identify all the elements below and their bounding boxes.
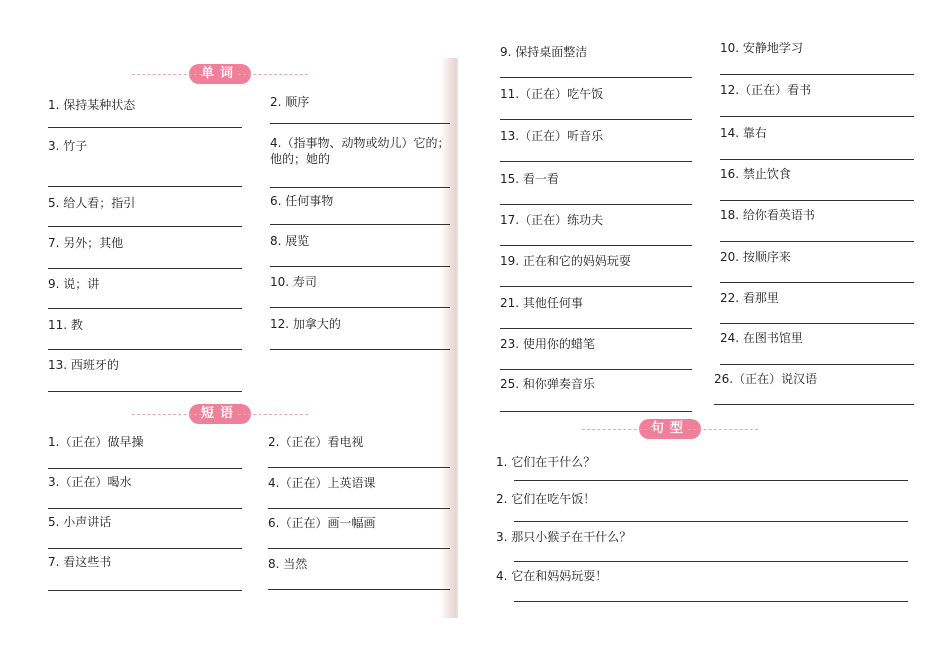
answer-line[interactable] xyxy=(48,186,242,187)
answer-line[interactable] xyxy=(514,561,908,562)
item-label: 17.（正在）练功夫 xyxy=(500,213,604,227)
answer-line[interactable] xyxy=(514,521,908,522)
phrase-item xyxy=(500,86,692,122)
vocab-item xyxy=(270,274,450,308)
item-label: 23. 使用你的蜡笔 xyxy=(500,337,595,351)
vocab-heading xyxy=(130,64,310,84)
phrase-item xyxy=(720,166,914,202)
phrase-item xyxy=(720,290,914,326)
answer-line[interactable] xyxy=(720,159,914,160)
phrase-item xyxy=(48,554,242,592)
vocab-item xyxy=(48,97,242,131)
answer-line[interactable] xyxy=(268,589,450,590)
answer-line[interactable] xyxy=(720,116,914,117)
answer-line[interactable] xyxy=(500,77,692,78)
item-label: 7. 看这些书 xyxy=(48,555,112,569)
answer-line[interactable] xyxy=(720,200,914,201)
vocab-item xyxy=(270,135,450,191)
heading-dash-right xyxy=(688,429,758,430)
item-label: 4.（正在）上英语课 xyxy=(268,476,376,490)
item-label: 5. 小声讲话 xyxy=(48,515,112,529)
item-label: 12.（正在）看书 xyxy=(720,83,812,97)
answer-line[interactable] xyxy=(270,266,450,267)
item-label: 1. 保持某种状态 xyxy=(48,98,136,112)
phrase-item xyxy=(500,253,692,289)
answer-line[interactable] xyxy=(48,226,242,227)
answer-line[interactable] xyxy=(270,349,450,350)
item-label: 10. 安静地学习 xyxy=(720,41,803,55)
vocab-item xyxy=(48,317,242,351)
vocab-item xyxy=(48,276,242,310)
right-page xyxy=(458,0,950,672)
item-label: 21. 其他任何事 xyxy=(500,296,583,310)
item-label: 6. 任何事物 xyxy=(270,194,334,208)
answer-line[interactable] xyxy=(720,241,914,242)
answer-line[interactable] xyxy=(720,74,914,75)
item-label: 3.（正在）喝水 xyxy=(48,475,132,489)
item-label: 18. 给你看英语书 xyxy=(720,208,815,222)
answer-line[interactable] xyxy=(48,349,242,350)
item-label: 14. 靠右 xyxy=(720,126,767,140)
item-label: 2. 它们在吃午饭！ xyxy=(496,492,596,506)
item-label: 1. 它们在干什么？ xyxy=(496,455,596,469)
answer-line[interactable] xyxy=(500,411,692,412)
answer-line[interactable] xyxy=(714,404,914,405)
answer-line[interactable] xyxy=(514,480,908,481)
phrase-item xyxy=(500,295,692,331)
heading-dash-right xyxy=(238,414,308,415)
item-label: 13.（正在）听音乐 xyxy=(500,129,604,143)
phrase-item xyxy=(714,371,914,407)
phrase-item xyxy=(500,336,692,372)
heading-dash-left xyxy=(582,429,652,430)
item-label: 5. 给人看；指引 xyxy=(48,196,136,210)
phrase-item xyxy=(268,515,450,551)
item-label: 25. 和你弹奏音乐 xyxy=(500,377,595,391)
phrase-item xyxy=(500,376,692,414)
item-label: 11. 教 xyxy=(48,318,83,332)
vocab-item xyxy=(48,235,242,269)
answer-line[interactable] xyxy=(270,307,450,308)
phrase-item xyxy=(720,82,914,118)
phrase-item xyxy=(500,128,692,164)
item-label: 4. 它在和妈妈玩耍！ xyxy=(496,569,608,583)
phrase-item xyxy=(500,171,692,207)
answer-line[interactable] xyxy=(48,548,242,549)
answer-line[interactable] xyxy=(270,224,450,225)
vocab-title: 单词 xyxy=(189,64,251,84)
vocab-item xyxy=(270,316,450,350)
answer-line[interactable] xyxy=(500,328,692,329)
item-label: 10. 寿司 xyxy=(270,275,317,289)
answer-line[interactable] xyxy=(500,286,692,287)
phrase-item xyxy=(48,434,242,470)
left-page xyxy=(0,0,458,672)
phrase-item xyxy=(268,475,450,511)
answer-line[interactable] xyxy=(48,127,242,128)
answer-line[interactable] xyxy=(48,268,242,269)
item-label: 7. 另外；其他 xyxy=(48,236,124,250)
sentence-item xyxy=(496,529,908,565)
item-label: 8. 展览 xyxy=(270,234,310,248)
item-label: 24. 在图书馆里 xyxy=(720,331,803,345)
item-label: 15. 看一看 xyxy=(500,172,559,186)
item-label: 19. 正在和它的妈妈玩耍 xyxy=(500,254,631,268)
answer-line[interactable] xyxy=(48,508,242,509)
item-label: 26.（正在）说汉语 xyxy=(714,372,818,386)
vocab-item xyxy=(48,357,242,393)
item-label: 13. 西班牙的 xyxy=(48,358,119,372)
heading-dash-left xyxy=(132,74,202,75)
item-label: 20. 按顺序来 xyxy=(720,250,791,264)
answer-line[interactable] xyxy=(268,508,450,509)
phrase-item xyxy=(500,212,692,248)
answer-line[interactable] xyxy=(500,369,692,370)
vocab-item xyxy=(270,94,450,128)
heading-dash-left xyxy=(132,414,202,415)
item-label: 2.（正在）看电视 xyxy=(268,435,364,449)
phrase-item xyxy=(268,434,450,470)
sentences-title: 句型 xyxy=(639,419,701,439)
answer-line[interactable] xyxy=(48,468,242,469)
item-label: 3. 竹子 xyxy=(48,139,88,153)
phrase-item xyxy=(48,474,242,510)
answer-line[interactable] xyxy=(48,308,242,309)
sentences-heading xyxy=(580,419,760,439)
answer-line[interactable] xyxy=(48,590,242,591)
answer-line[interactable] xyxy=(514,601,908,602)
phrases-title: 短语 xyxy=(189,404,251,424)
vocab-item xyxy=(48,138,242,190)
answer-line[interactable] xyxy=(500,245,692,246)
phrase-item xyxy=(720,330,914,366)
item-label: 12. 加拿大的 xyxy=(270,317,341,331)
phrase-item xyxy=(720,40,914,76)
answer-line[interactable] xyxy=(48,391,242,392)
item-label: 2. 顺序 xyxy=(270,95,310,109)
item-label: 1.（正在）做早操 xyxy=(48,435,144,449)
answer-line[interactable] xyxy=(270,123,450,124)
phrase-item xyxy=(500,44,692,80)
sentence-item xyxy=(496,454,908,490)
answer-line[interactable] xyxy=(500,119,692,120)
phrase-item xyxy=(720,125,914,161)
phrase-item xyxy=(720,249,914,285)
answer-line[interactable] xyxy=(270,187,450,188)
vocab-item xyxy=(270,193,450,227)
answer-line[interactable] xyxy=(720,282,914,283)
sentence-item xyxy=(496,491,908,527)
phrases-heading xyxy=(130,404,310,424)
phrase-item xyxy=(48,514,242,550)
item-label: 6.（正在）画一幅画 xyxy=(268,516,376,530)
item-label: 3. 那只小猴子在干什么？ xyxy=(496,530,632,544)
item-label: 22. 看那里 xyxy=(720,291,779,305)
answer-line[interactable] xyxy=(500,204,692,205)
answer-line[interactable] xyxy=(720,364,914,365)
sentence-item xyxy=(496,568,908,604)
answer-line[interactable] xyxy=(500,161,692,162)
phrase-item xyxy=(268,556,450,592)
heading-dash-right xyxy=(238,74,308,75)
item-label: 9. 保持桌面整洁 xyxy=(500,45,588,59)
item-label: 8. 当然 xyxy=(268,557,308,571)
answer-line[interactable] xyxy=(268,548,450,549)
item-label: 11.（正在）吃午饭 xyxy=(500,87,604,101)
item-label: 9. 说；讲 xyxy=(48,277,100,291)
vocab-item xyxy=(270,233,450,267)
answer-line[interactable] xyxy=(268,467,450,468)
vocab-item xyxy=(48,195,242,229)
phrase-item xyxy=(720,207,914,243)
item-label: 16. 禁止饮食 xyxy=(720,167,791,181)
item-label: 4.（指事物、动物或幼儿）它的；他的；她的 xyxy=(270,136,450,166)
answer-line[interactable] xyxy=(720,323,914,324)
